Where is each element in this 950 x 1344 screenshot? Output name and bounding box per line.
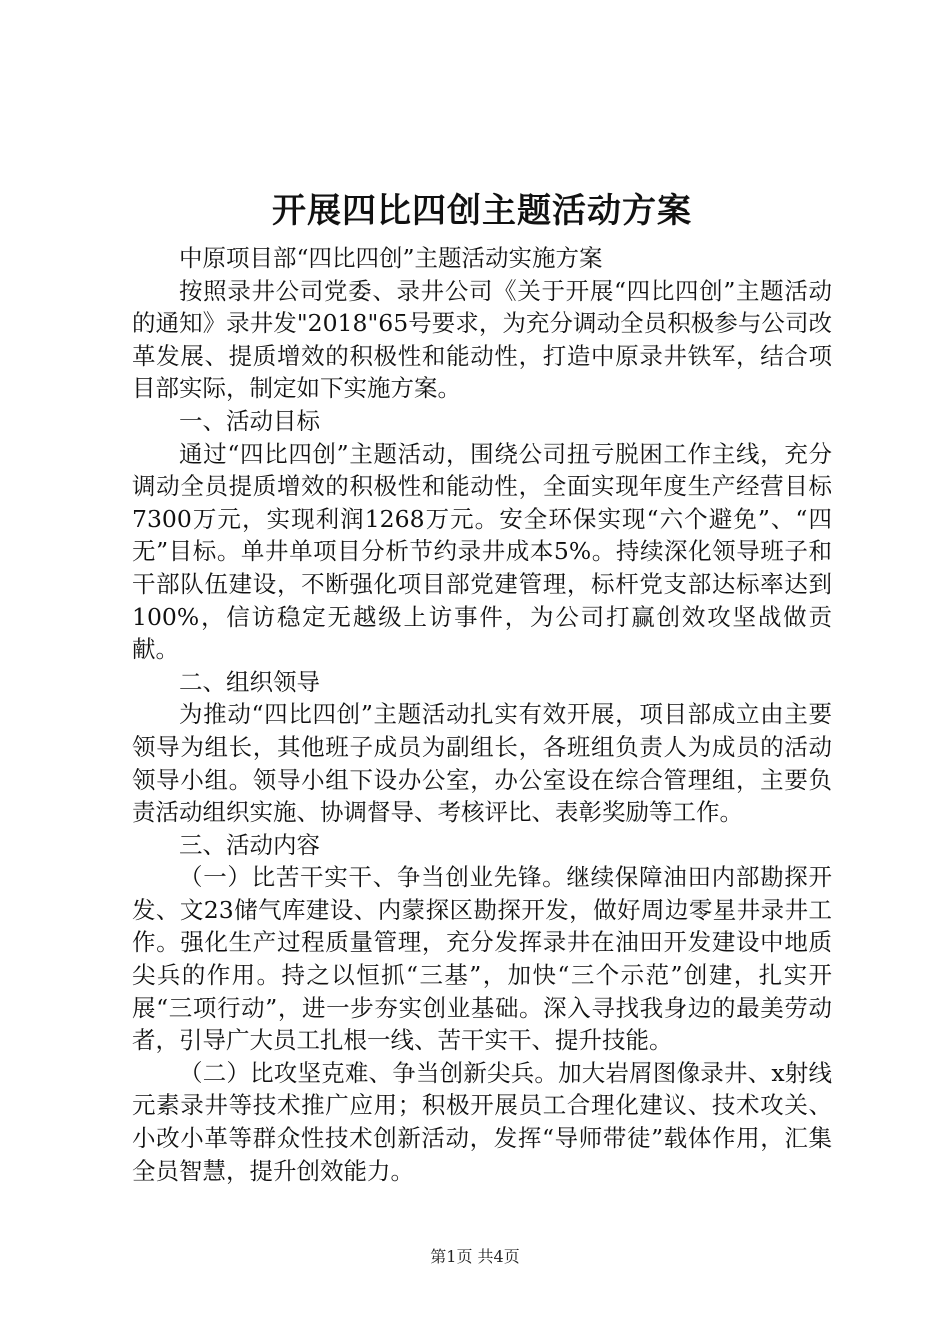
section-heading-leadership: 二、组织领导: [179, 667, 320, 696]
section-heading-content: 三、活动内容: [179, 830, 320, 859]
paragraph-intro: 按照录井公司党委、录井公司《关于开展“四比四创”主题活动的通知》录井发"2018"65号要求，为充分调动全员积极参与公司改革发展、提质增效的积极性和能动性，打造中原录井铁军，结合项目部实际，制定如下实施方案。: [132, 276, 832, 403]
section-heading-goals: 一、活动目标: [179, 406, 320, 435]
document-body: [132, 186, 832, 1187]
page-number: 第1页 共4页: [430, 1247, 520, 1266]
paragraph-content-2: （二）比攻坚克难、争当创新尖兵。加大岩屑图像录井、x射线元素录井等技术推广应用；积极开展员工合理化建议、技术攻关、小改小革等群众性技术创新活动，发挥“导师带徒”载体作用，汇集全员智慧，提升创效能力。: [132, 1058, 832, 1185]
paragraph-leadership: 为推动“四比四创”主题活动扎实有效开展，项目部成立由主要领导为组长，其他班子成员为副组长，各班组负责人为成员的活动领导小组。领导小组下设办公室，办公室设在综合管理组，主要负责活动组织实施、协调督导、考核评比、表彰奖励等工作。: [132, 700, 832, 827]
paragraph-subtitle: 中原项目部“四比四创”主题活动实施方案: [179, 244, 603, 272]
paragraph-goals: 通过“四比四创”主题活动，围绕公司扭亏脱困工作主线，充分调动全员提质增效的积极性和能动性，全面实现年度生产经营目标7300万元，实现利润1268万元。安全环保实现“六个避免”、“四无”目标。单井单项目分析节约录井成本5%。持续深化领导班子和干部队伍建设，不断强化项目部党建管理，标杆党支部达标率达到100%，信访稳定无越级上访事件，为公司打赢创效攻坚战做贡献。: [132, 439, 832, 664]
paragraph-content-1: （一）比苦干实干、争当创业先锋。继续保障油田内部勘探开发、文23储气库建设、内蒙探区勘探开发，做好周边零星井录井工作。强化生产过程质量管理，充分发挥录井在油田开发建设中地质尖兵的作用。持之以恒抓“三基”，加快“三个示范”创建，扎实开展“三项行动”，进一步夯实创业基础。深入寻找我身边的最美劳动者，引导广大员工扎根一线、苦干实干、提升技能。: [132, 863, 832, 1055]
document-title: 开展四比四创主题活动方案: [272, 191, 692, 231]
